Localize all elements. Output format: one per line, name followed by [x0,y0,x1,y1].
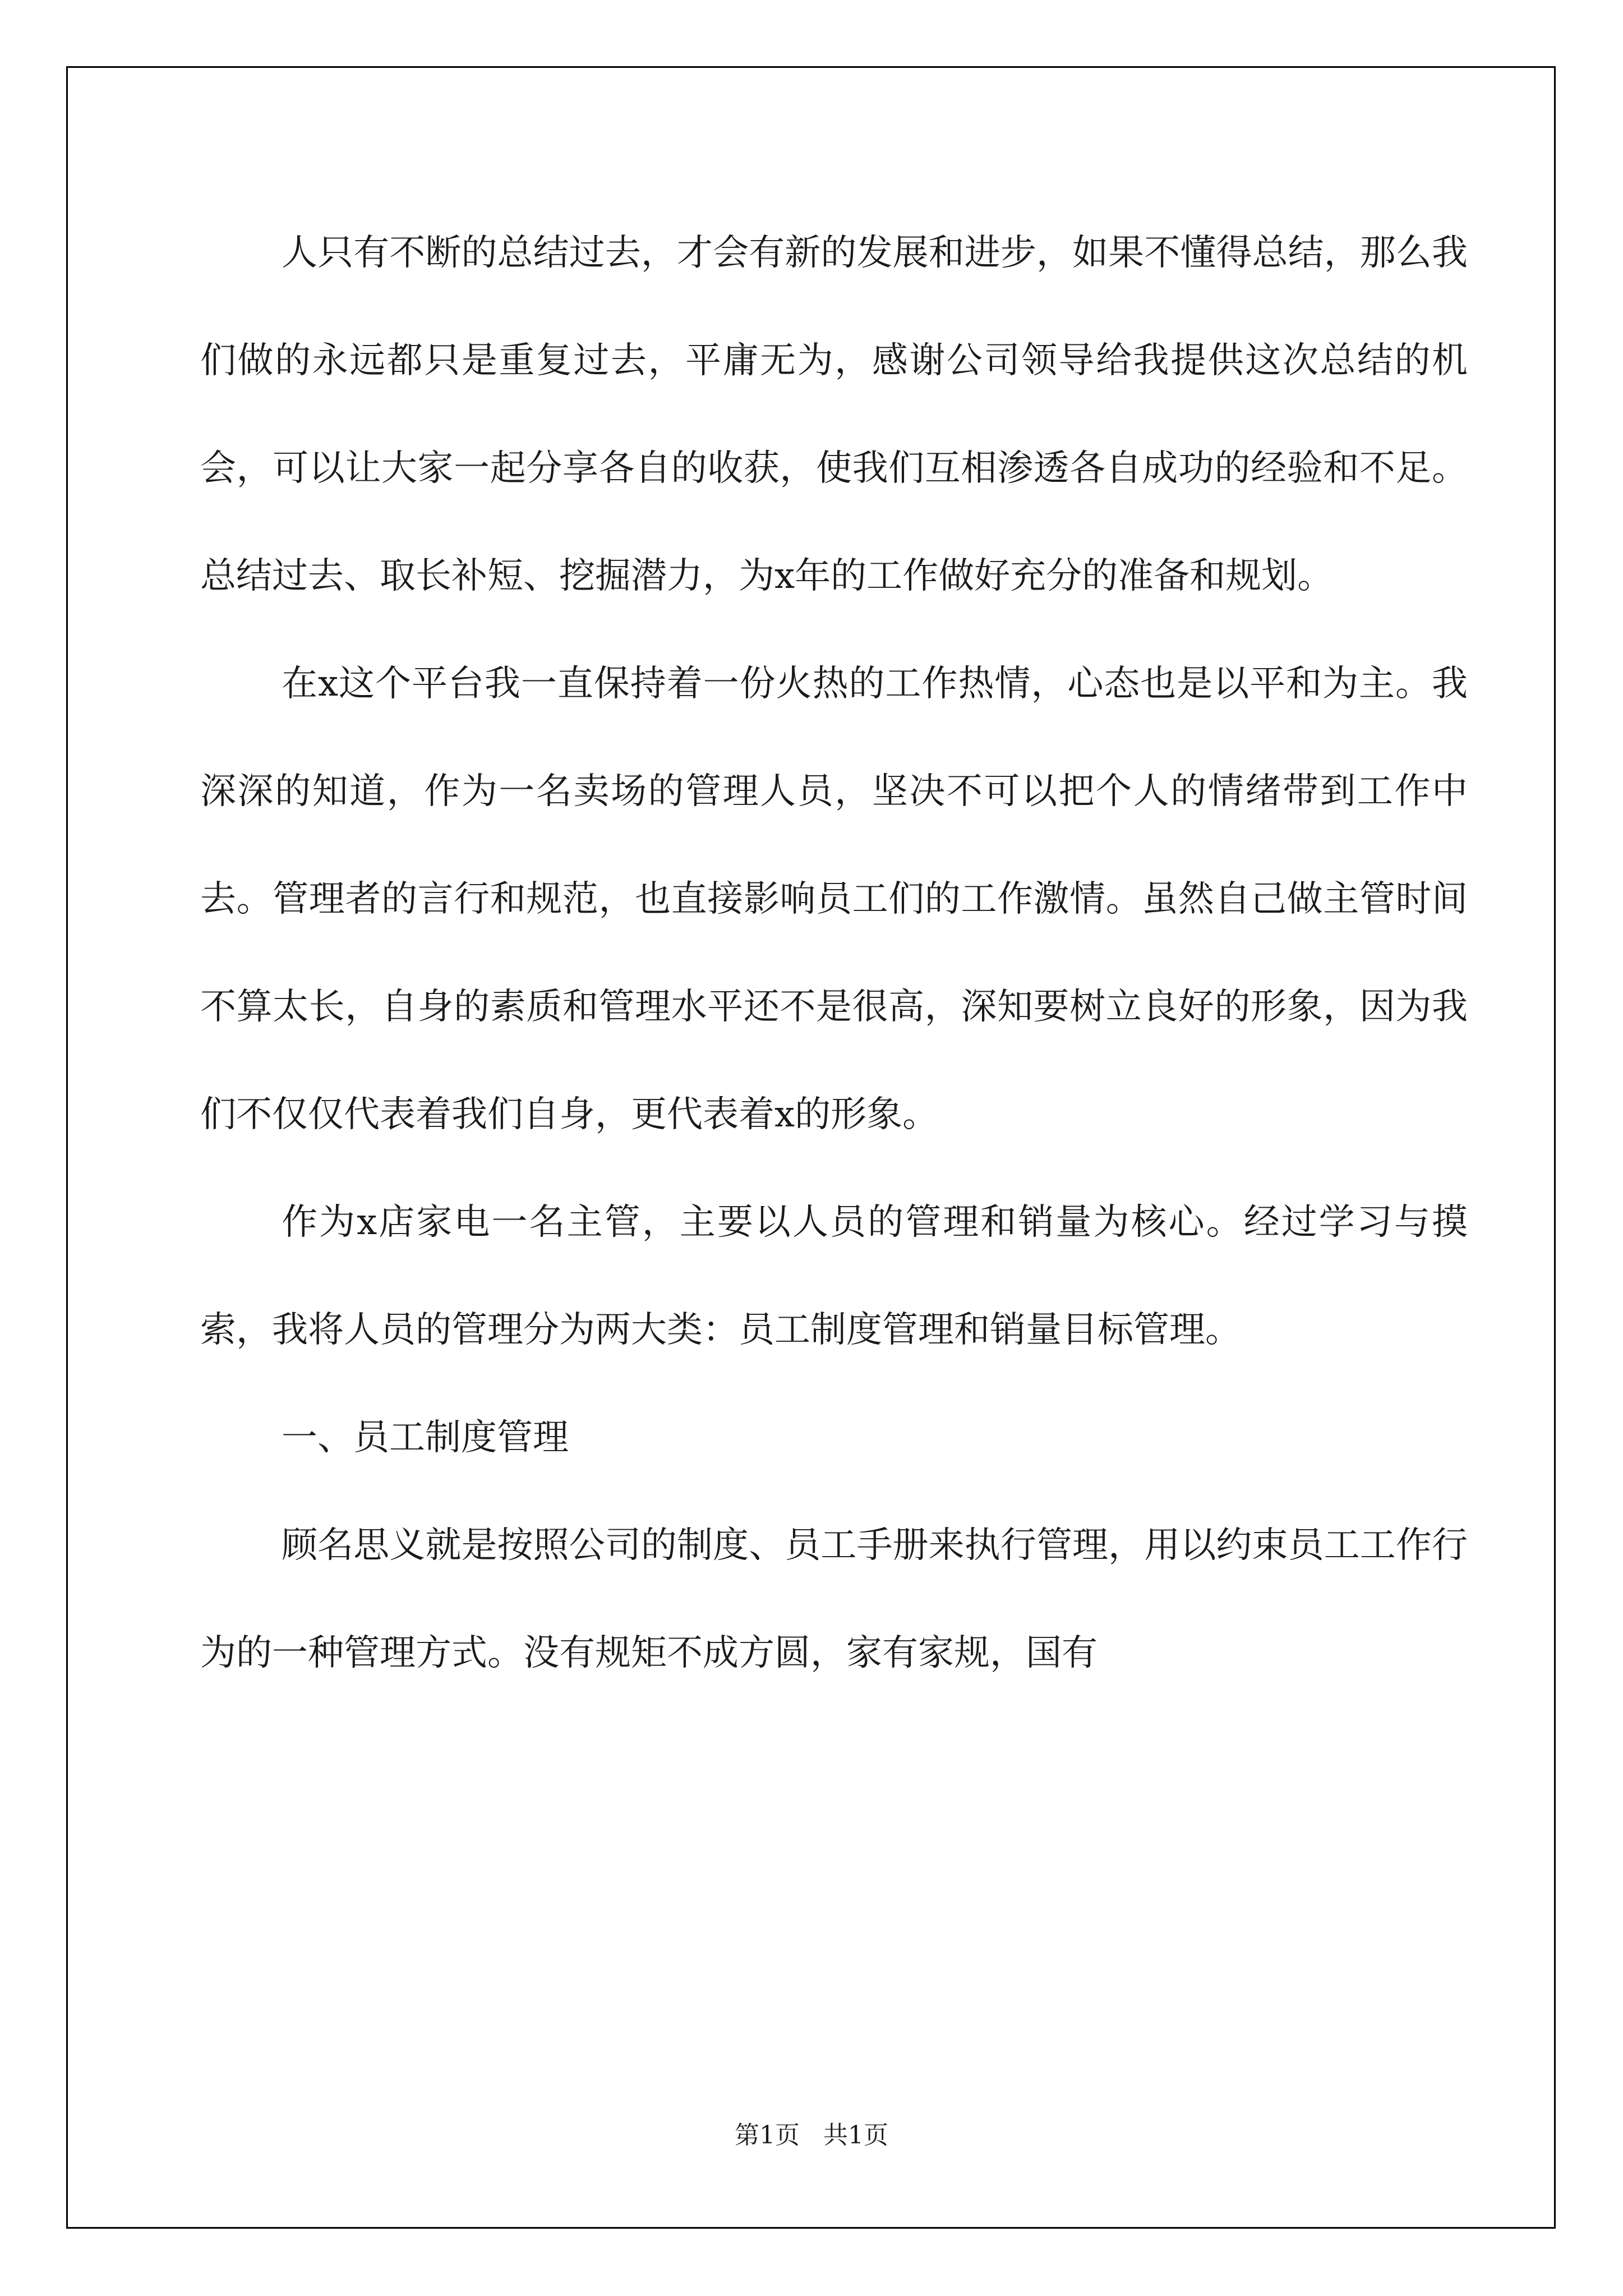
paragraph-3: 作为x店家电一名主管，主要以人员的管理和销量为核心。经过学习与摸索，我将人员的管理分为两大类：员工制度管理和销量目标管理。 [200,1202,1468,1351]
document-body [200,199,1468,1707]
paragraph-4: 顾名思义就是按照公司的制度、员工手册来执行管理，用以约束员工工作行为的一种管理方式。没有规矩不成方圆，家有家规，国有 [200,1525,1468,1674]
paragraph-2: 在x这个平台我一直保持着一份火热的工作热情，心态也是以平和为主。我深深的知道，作为一名卖场的管理人员，坚决不可以把个人的情绪带到工作中去。管理者的言行和规范，也直接影响员工们的工作激情。虽然自己做主管时间不算太长，自身的素质和管理水平还不是很高，深知要树立良好的形象，因为我们不仅仅代表着我们自身，更代表着x的形象。 [200,663,1468,1135]
page-footer: 第1页 共1页 [735,2121,888,2150]
section-heading: 一、员工制度管理 [282,1417,569,1458]
paragraph-1: 人只有不断的总结过去，才会有新的发展和进步，如果不懂得总结，那么我们做的永远都只是重复过去，平庸无为，感谢公司领导给我提供这次总结的机会，可以让大家一起分享各自的收获，使我们互相渗透各自成功的经验和不足。总结过去、取长补短、挖掘潜力，为x年的工作做好充分的准备和规划。 [200,232,1468,597]
